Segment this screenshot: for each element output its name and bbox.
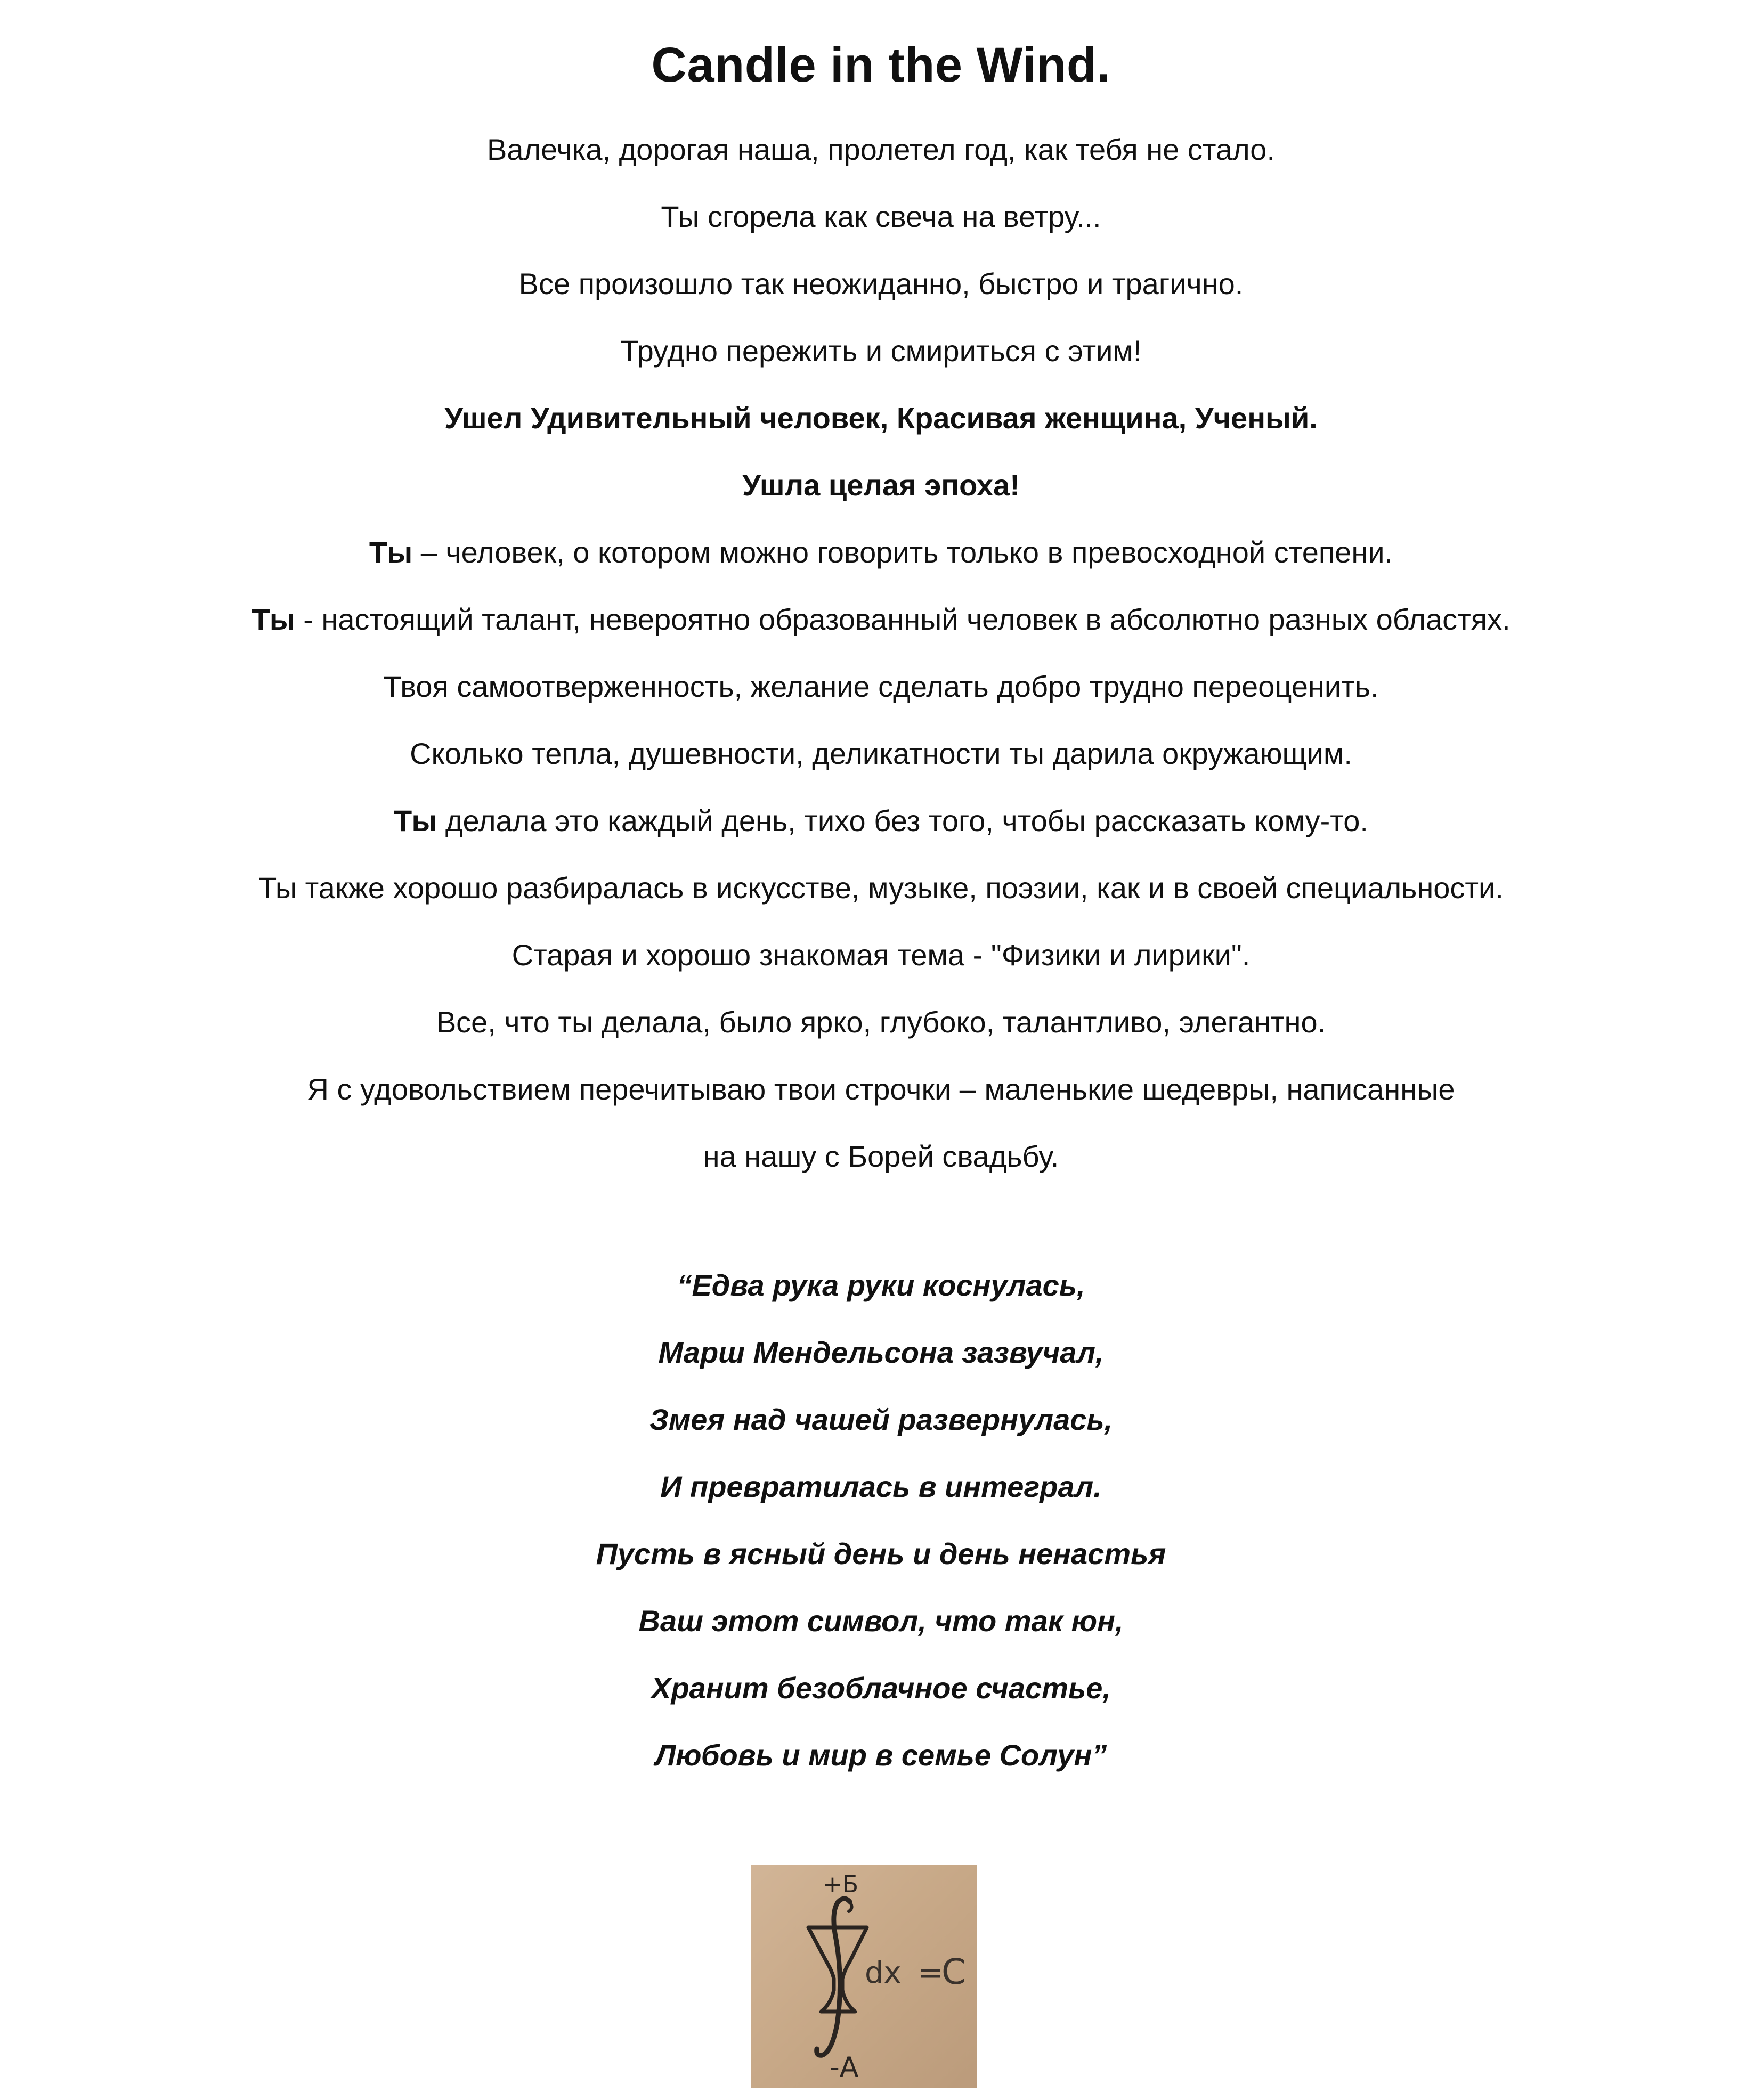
- poem-line: Марш Мендельсона зазвучал,: [658, 1336, 1104, 1369]
- emphasis-word: Ты: [369, 535, 413, 569]
- poem-line: Пусть в ясный день и день ненастья: [596, 1537, 1166, 1570]
- page-title: Candle in the Wind.: [651, 38, 1111, 92]
- poem-line: Хранит безоблачное счастье,: [651, 1671, 1111, 1705]
- integral-emblem-drawing: [751, 1865, 977, 2088]
- paragraph-line: на нашу с Борей свадьбу.: [703, 1139, 1059, 1173]
- paragraph-line: Валечка, дорогая наша, пролетел год, как тебя не стало.: [487, 133, 1275, 166]
- constant-label: C: [941, 1951, 967, 1992]
- poem-line: Любовь и мир в семье Солун”: [655, 1738, 1107, 1772]
- differential-label: dx: [865, 1956, 902, 1990]
- paragraph-line: Твоя самоотверженность, желание сделать добро трудно переоценить.: [383, 670, 1379, 703]
- equals-label: =: [918, 1956, 943, 1990]
- snake-head-icon: [849, 1902, 852, 1911]
- paragraph-line-bold: Ушел Удивительный человек, Красивая женщина, Ученый.: [444, 401, 1318, 435]
- lower-limit-label: -А: [830, 2052, 859, 2083]
- paragraph-line: Ты сгорела как свеча на ветру...: [661, 200, 1101, 233]
- paragraph-line: Сколько тепла, душевности, деликатности ты дарила окружающим.: [410, 737, 1352, 770]
- paragraph-line: Все произошло так неожиданно, быстро и трагично.: [518, 267, 1244, 300]
- paragraph-line: Ты также хорошо разбиралась в искусстве, музыке, поэзии, как и в своей специальности.: [258, 871, 1504, 905]
- memorial-text: [0, 116, 1762, 1190]
- integral-emblem-image: [751, 1865, 977, 2088]
- poem-line: И превратилась в интеграл.: [660, 1470, 1102, 1503]
- paragraph-line-bold: Ушла целая эпоха!: [742, 468, 1020, 502]
- paragraph-line: Все, что ты делала, было ярко, глубоко, талантливо, элегантно.: [436, 1005, 1326, 1039]
- wedding-poem: [0, 1252, 1762, 1789]
- paragraph-line: Я с удовольствием перечитываю твои строчки – маленькие шедевры, написанные: [307, 1072, 1455, 1106]
- paragraph-line: Старая и хорошо знакомая тема - "Физики и лирики".: [511, 938, 1251, 972]
- poem-line: “Едва рука руки коснулась,: [677, 1268, 1085, 1302]
- paragraph-line: Ты - настоящий талант, невероятно образованный человек в абсолютно разных областях.: [251, 603, 1511, 636]
- poem-line: Змея над чашей развернулась,: [649, 1403, 1113, 1436]
- paragraph-line: Трудно пережить и смириться с этим!: [620, 334, 1142, 368]
- upper-limit-label: +Б: [823, 1871, 859, 1898]
- emphasis-word: Ты: [394, 804, 437, 837]
- paragraph-line: Ты – человек, о котором можно говорить только в превосходной степени.: [369, 535, 1393, 569]
- paragraph-line: Ты делала это каждый день, тихо без того, чтобы рассказать кому-то.: [394, 804, 1368, 837]
- emphasis-word: Ты: [251, 603, 295, 636]
- poem-line: Ваш этот символ, что так юн,: [638, 1604, 1124, 1638]
